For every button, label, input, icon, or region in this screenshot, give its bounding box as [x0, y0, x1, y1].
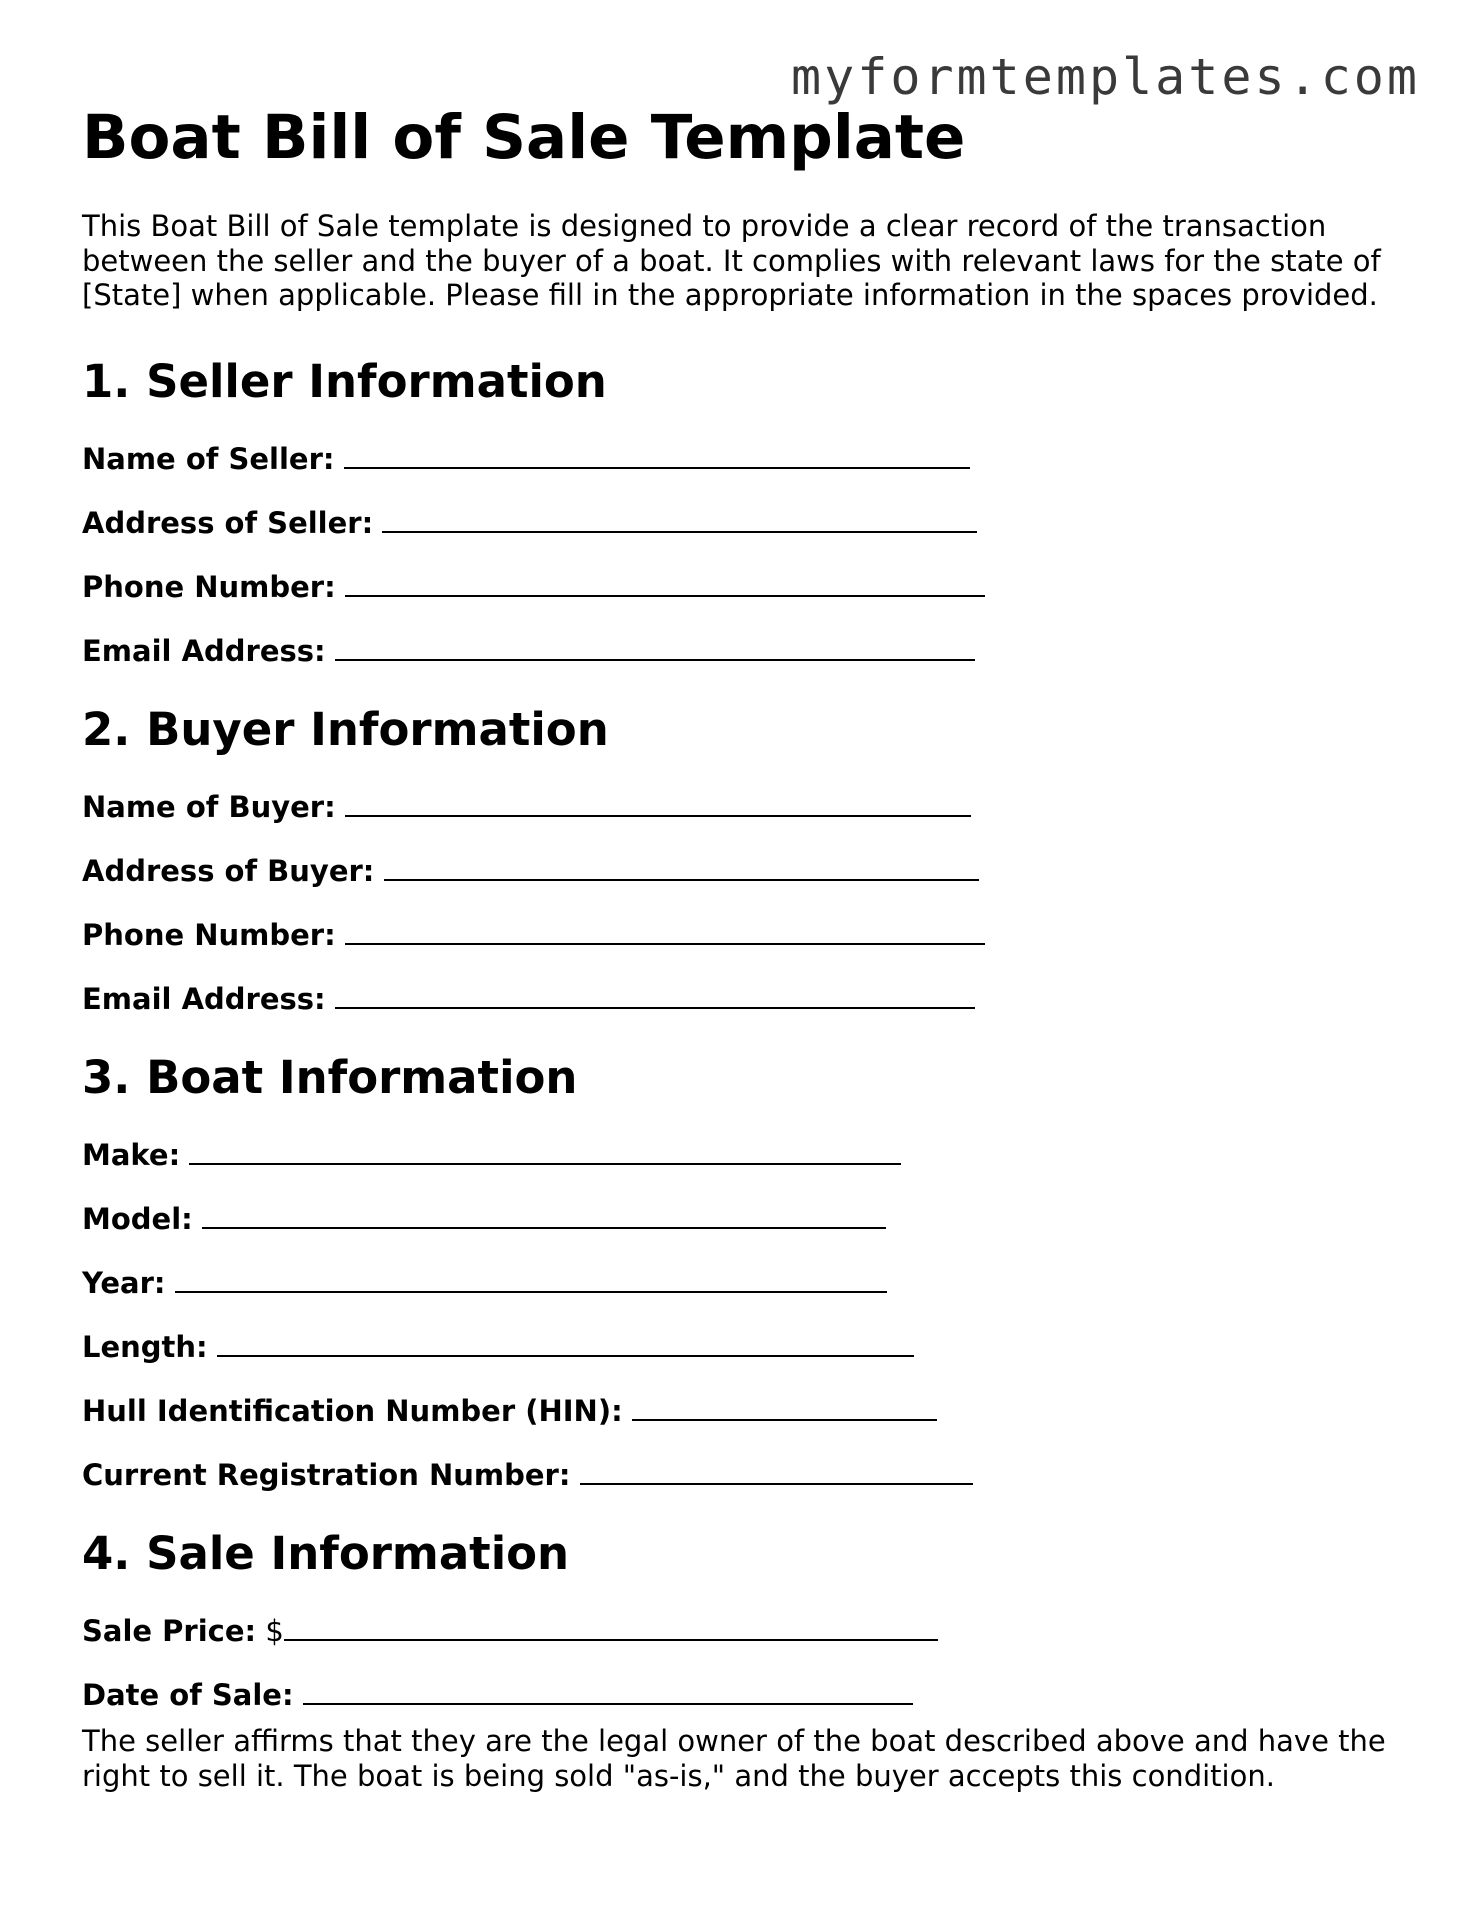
- boat-make-blank[interactable]: [189, 1135, 901, 1165]
- intro-paragraph: This Boat Bill of Sale template is designed to provide a clear record of the transaction between the seller and the buyer of a boat. It complies with relevant laws for the state of [State] when applicable. Please fill in the appropriate information in the spaces provided.: [82, 209, 1381, 312]
- sale-price-label: Sale Price:: [82, 1614, 257, 1648]
- sale-price-blank[interactable]: [284, 1611, 938, 1641]
- seller-phone-label: Phone Number:: [82, 570, 336, 604]
- boat-hin-field: [82, 1391, 937, 1431]
- boat-length-blank[interactable]: [217, 1327, 914, 1357]
- sale-section-heading: 4. Sale Information: [82, 1527, 570, 1580]
- boat-year-field: [82, 1263, 887, 1303]
- sale-date-blank[interactable]: [303, 1675, 913, 1705]
- seller-phone-blank[interactable]: [345, 567, 985, 597]
- boat-make-field: [82, 1135, 901, 1175]
- currency-symbol: $: [265, 1614, 284, 1648]
- seller-address-field: [82, 503, 977, 543]
- seller-email-field: [82, 631, 975, 671]
- buyer-section-heading: 2. Buyer Information: [82, 703, 609, 756]
- sale-date-field: [82, 1675, 913, 1715]
- buyer-address-field: [82, 851, 979, 891]
- seller-name-blank[interactable]: [344, 439, 970, 469]
- buyer-phone-field: [82, 915, 985, 955]
- boat-year-label: Year:: [82, 1266, 166, 1300]
- boat-hin-label: Hull Identification Number (HIN):: [82, 1394, 623, 1428]
- boat-make-label: Make:: [82, 1138, 181, 1172]
- seller-name-label: Name of Seller:: [82, 442, 335, 476]
- buyer-email-field: [82, 979, 975, 1019]
- boat-length-label: Length:: [82, 1330, 208, 1364]
- boat-section-heading: 3. Boat Information: [82, 1051, 578, 1104]
- boat-year-blank[interactable]: [175, 1263, 887, 1293]
- buyer-name-field: [82, 787, 971, 827]
- boat-registration-label: Current Registration Number:: [82, 1458, 571, 1492]
- sale-price-field: [82, 1611, 938, 1651]
- buyer-email-blank[interactable]: [335, 979, 975, 1009]
- buyer-phone-blank[interactable]: [345, 915, 985, 945]
- boat-registration-blank[interactable]: [580, 1455, 973, 1485]
- watermark: myformtemplates.com: [791, 48, 1420, 106]
- boat-model-label: Model:: [82, 1202, 193, 1236]
- seller-address-blank[interactable]: [382, 503, 977, 533]
- buyer-address-blank[interactable]: [384, 851, 979, 881]
- boat-length-field: [82, 1327, 914, 1367]
- seller-email-blank[interactable]: [335, 631, 975, 661]
- boat-hin-blank[interactable]: [632, 1391, 937, 1421]
- closing-paragraph: The seller affirms that they are the legal owner of the boat described above and have the right to sell it. The boat is being sold "as-is," and the buyer accepts this condition.: [82, 1724, 1386, 1793]
- seller-name-field: [82, 439, 970, 479]
- buyer-address-label: Address of Buyer:: [82, 854, 375, 888]
- document-title: Boat Bill of Sale Template: [82, 102, 966, 173]
- buyer-name-blank[interactable]: [345, 787, 971, 817]
- seller-phone-field: [82, 567, 985, 607]
- seller-email-label: Email Address:: [82, 634, 326, 668]
- sale-date-label: Date of Sale:: [82, 1678, 294, 1712]
- boat-model-field: [82, 1199, 886, 1239]
- buyer-email-label: Email Address:: [82, 982, 326, 1016]
- boat-model-blank[interactable]: [202, 1199, 886, 1229]
- seller-section-heading: 1. Seller Information: [82, 355, 607, 408]
- seller-address-label: Address of Seller:: [82, 506, 374, 540]
- boat-registration-field: [82, 1455, 973, 1495]
- buyer-name-label: Name of Buyer:: [82, 790, 336, 824]
- buyer-phone-label: Phone Number:: [82, 918, 336, 952]
